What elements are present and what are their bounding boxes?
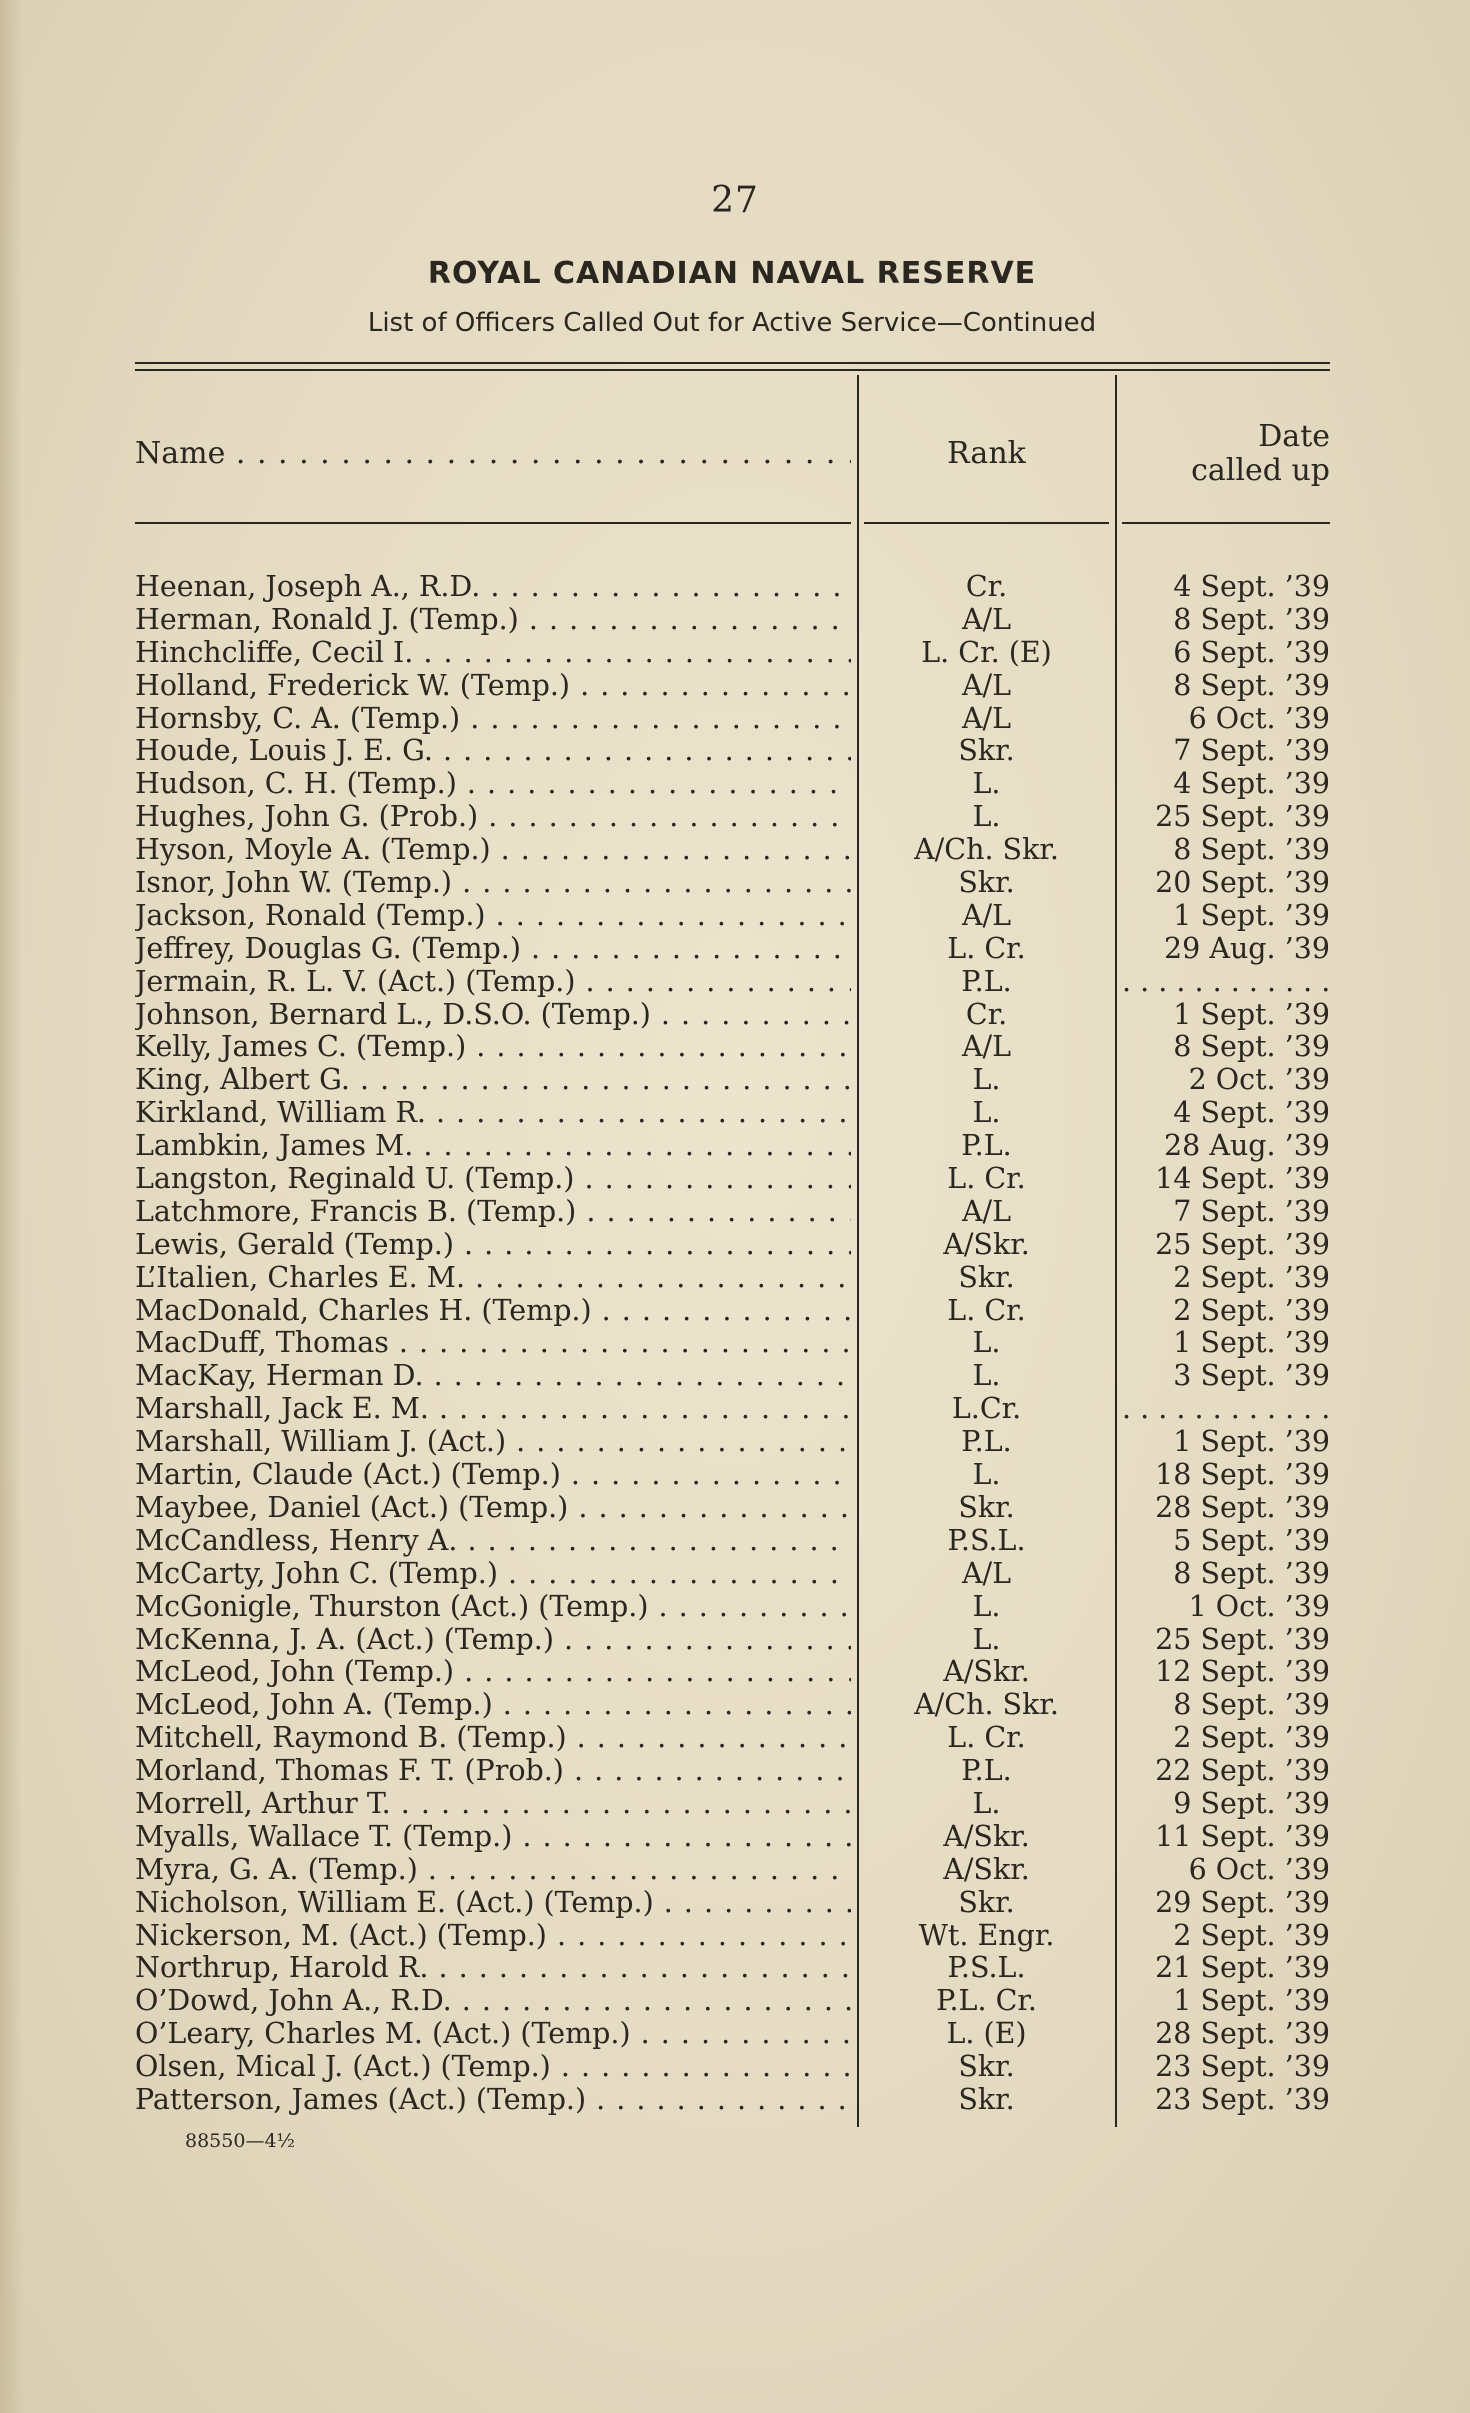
top-rule-double bbox=[135, 369, 1330, 371]
date-called-up: 7 Sept. ’39 bbox=[1173, 1194, 1330, 1228]
date-called-up: 2 Sept. ’39 bbox=[1173, 1293, 1330, 1327]
officer-rank: A/L bbox=[961, 1556, 1012, 1590]
officer-rank: L. bbox=[972, 1589, 1001, 1623]
table-row bbox=[0, 1624, 1470, 1657]
table-row bbox=[0, 1262, 1470, 1295]
officer-rank: L. bbox=[972, 1096, 1001, 1130]
officer-name: Herman, Ronald J. (Temp.) . . . bbox=[135, 604, 851, 637]
officer-name: Morrell, Arthur T. . . . bbox=[135, 1788, 851, 1821]
officer-rank: L. bbox=[972, 767, 1001, 801]
table-row bbox=[0, 1426, 1470, 1459]
officer-rank: A/L bbox=[961, 602, 1012, 636]
officer-name: Kirkland, William R. . . . bbox=[135, 1097, 851, 1130]
date-called-up: 1 Sept. ’39 bbox=[1173, 1425, 1330, 1459]
officer-rank: L. Cr. (E) bbox=[921, 635, 1052, 669]
officer-name: Nickerson, M. (Act.) (Temp.) . . . bbox=[135, 1920, 851, 1953]
date-called-up: 2 Oct. ’39 bbox=[1188, 1063, 1330, 1097]
date-called-up: 28 Aug. ’39 bbox=[1164, 1129, 1330, 1163]
officer-rank: P.L. bbox=[961, 1129, 1012, 1163]
officer-rank: P.S.L. bbox=[947, 1523, 1026, 1557]
officer-rank: L. Cr. bbox=[947, 931, 1026, 965]
officer-name: Martin, Claude (Act.) (Temp.) . . . bbox=[135, 1459, 851, 1492]
table-row bbox=[0, 966, 1470, 999]
page-number: 27 bbox=[711, 180, 759, 221]
officer-name: Olsen, Mical J. (Act.) (Temp.) . . . bbox=[135, 2051, 851, 2084]
officer-name: Hornsby, C. A. (Temp.) . . . bbox=[135, 703, 851, 736]
officer-rank: L. bbox=[972, 1326, 1001, 1360]
page-subtitle: List of Officers Called Out for Active Service—Continued bbox=[367, 308, 1097, 338]
officer-name: Langston, Reginald U. (Temp.) . . . bbox=[135, 1163, 851, 1196]
date-called-up: 23 Sept. ’39 bbox=[1155, 2050, 1330, 2084]
officer-rank: L. bbox=[972, 1359, 1001, 1393]
column-header-name: Name . . . bbox=[135, 437, 851, 471]
table-row bbox=[0, 2084, 1470, 2117]
officer-rank: Cr. bbox=[965, 570, 1008, 603]
date-called-up: 4 Sept. ’39 bbox=[1173, 570, 1330, 603]
column-header-date bbox=[1122, 420, 1330, 488]
date-called-up: 12 Sept. ’39 bbox=[1155, 1655, 1330, 1689]
date-called-up: 21 Sept. ’39 bbox=[1155, 1951, 1330, 1985]
officer-name: McLeod, John (Temp.) . . . bbox=[135, 1656, 851, 1689]
date-called-up: 9 Sept. ’39 bbox=[1173, 1786, 1330, 1820]
officer-name: Kelly, James C. (Temp.) . . . bbox=[135, 1031, 851, 1064]
table-row bbox=[0, 2018, 1470, 2051]
date-called-up: 7 Sept. ’39 bbox=[1173, 734, 1330, 768]
table-row bbox=[0, 801, 1470, 834]
date-called-up: 6 Oct. ’39 bbox=[1188, 1852, 1330, 1886]
date-called-up: 28 Sept. ’39 bbox=[1155, 1490, 1330, 1524]
date-called-up: 8 Sept. ’39 bbox=[1173, 668, 1330, 702]
table-row bbox=[0, 1064, 1470, 1097]
officer-name: Maybee, Daniel (Act.) (Temp.) . . . bbox=[135, 1492, 851, 1525]
officer-rank: P.L. Cr. bbox=[936, 1984, 1037, 2018]
officer-name: O’Dowd, John A., R.D. . . . bbox=[135, 1985, 851, 2018]
table-row bbox=[0, 1821, 1470, 1854]
table-row bbox=[0, 1656, 1470, 1689]
officer-name: Lambkin, James M. . . . bbox=[135, 1130, 851, 1163]
officer-rank: A/L bbox=[961, 1030, 1012, 1064]
officer-rank: L. Cr. bbox=[947, 1721, 1026, 1755]
officer-rank: A/Ch. Skr. bbox=[914, 1688, 1059, 1722]
date-called-up: 6 Sept. ’39 bbox=[1173, 635, 1330, 669]
officer-name: Marshall, William J. (Act.) . . . bbox=[135, 1426, 851, 1459]
date-called-up: 4 Sept. ’39 bbox=[1173, 767, 1330, 801]
table-row bbox=[0, 867, 1470, 900]
officer-name: Jackson, Ronald (Temp.) . . . bbox=[135, 900, 851, 933]
officer-name: Heenan, Joseph A., R.D. . . . bbox=[135, 571, 851, 604]
officer-rank: A/Ch. Skr. bbox=[914, 833, 1059, 867]
officer-name: MacKay, Herman D. . . . bbox=[135, 1360, 851, 1393]
officer-name: Jeffrey, Douglas G. (Temp.) . . . bbox=[135, 933, 851, 966]
officer-name: McKenna, J. A. (Act.) (Temp.) . . . bbox=[135, 1624, 851, 1657]
table-row bbox=[0, 1722, 1470, 1755]
date-called-up: 8 Sept. ’39 bbox=[1173, 1688, 1330, 1722]
officer-name: Houde, Louis J. E. G. . . . bbox=[135, 735, 851, 768]
table-row bbox=[0, 900, 1470, 933]
date-called-up: 2 Sept. ’39 bbox=[1173, 1721, 1330, 1755]
officer-name: MacDonald, Charles H. (Temp.) . . . bbox=[135, 1295, 851, 1328]
officer-rank: Skr. bbox=[958, 2082, 1015, 2116]
date-called-up: 2 Sept. ’39 bbox=[1173, 1260, 1330, 1294]
date-called-up: 1 Oct. ’39 bbox=[1188, 1589, 1330, 1623]
table-row bbox=[0, 1097, 1470, 1130]
date-called-up: 20 Sept. ’39 bbox=[1155, 866, 1330, 900]
column-header-date-line1: Date bbox=[1258, 419, 1330, 454]
table-row bbox=[0, 670, 1470, 703]
officer-rank: Skr. bbox=[958, 1490, 1015, 1524]
table-row bbox=[0, 1327, 1470, 1360]
officer-rank: L. bbox=[972, 1622, 1001, 1656]
date-called-up: 18 Sept. ’39 bbox=[1155, 1458, 1330, 1492]
column-header-date-line2: called up bbox=[1191, 453, 1330, 488]
page-title: ROYAL CANADIAN NAVAL RESERVE bbox=[427, 256, 1037, 291]
table-row bbox=[0, 1130, 1470, 1163]
officer-name: McCarty, John C. (Temp.) . . . bbox=[135, 1558, 851, 1591]
officer-rank: L.Cr. bbox=[951, 1392, 1022, 1426]
table-row bbox=[0, 1196, 1470, 1229]
table-row bbox=[0, 604, 1470, 637]
date-called-up: 25 Sept. ’39 bbox=[1155, 800, 1330, 834]
officer-name: Mitchell, Raymond B. (Temp.) . . . bbox=[135, 1722, 851, 1755]
officer-name: Isnor, John W. (Temp.) . . . bbox=[135, 867, 851, 900]
table-row bbox=[0, 1920, 1470, 1953]
table-row bbox=[0, 1229, 1470, 1262]
table-row bbox=[0, 1788, 1470, 1821]
date-called-up: 25 Sept. ’39 bbox=[1155, 1227, 1330, 1261]
officer-rank: Wt. Engr. bbox=[918, 1918, 1055, 1952]
officer-name: McLeod, John A. (Temp.) . . . bbox=[135, 1689, 851, 1722]
officer-name: Johnson, Bernard L., D.S.O. (Temp.) . . . bbox=[135, 999, 851, 1032]
date-called-up: 8 Sept. ’39 bbox=[1173, 1556, 1330, 1590]
officer-rank: A/Skr. bbox=[943, 1655, 1030, 1689]
officer-name: Myalls, Wallace T. (Temp.) . . . bbox=[135, 1821, 851, 1854]
officer-rank: L. bbox=[972, 800, 1001, 834]
table-row bbox=[0, 1360, 1470, 1393]
table-row bbox=[0, 1031, 1470, 1064]
officer-name: MacDuff, Thomas . . . bbox=[135, 1327, 851, 1360]
officer-rank: L. (E) bbox=[946, 2017, 1027, 2051]
date-called-up: . . . . . . . . . . . . bbox=[1122, 1392, 1331, 1426]
officer-name: McCandless, Henry A. . . . bbox=[135, 1525, 851, 1558]
date-called-up: 8 Sept. ’39 bbox=[1173, 833, 1330, 867]
officer-rank: P.L. bbox=[961, 1425, 1012, 1459]
table-row bbox=[0, 1755, 1470, 1788]
officer-name: Holland, Frederick W. (Temp.) . . . bbox=[135, 670, 851, 703]
officer-rank: A/L bbox=[961, 701, 1012, 735]
table-row bbox=[0, 637, 1470, 670]
table-row bbox=[0, 768, 1470, 801]
table-row bbox=[0, 1163, 1470, 1196]
officer-rank: P.L. bbox=[961, 1754, 1012, 1788]
officer-name: Hudson, C. H. (Temp.) . . . bbox=[135, 768, 851, 801]
officer-rank: A/Skr. bbox=[943, 1227, 1030, 1261]
date-called-up: 1 Sept. ’39 bbox=[1173, 1984, 1330, 2018]
header-rule-name bbox=[135, 522, 851, 524]
officer-rank: L. bbox=[972, 1786, 1001, 1820]
date-called-up: 14 Sept. ’39 bbox=[1155, 1162, 1330, 1196]
officer-name: Myra, G. A. (Temp.) . . . bbox=[135, 1854, 851, 1887]
header-rule-rank bbox=[864, 522, 1109, 524]
officer-rank: A/Skr. bbox=[943, 1852, 1030, 1886]
date-called-up: . . . . . . . . . . . . bbox=[1122, 964, 1331, 998]
date-called-up: 22 Sept. ’39 bbox=[1155, 1754, 1330, 1788]
officer-rank: A/L bbox=[961, 1194, 1012, 1228]
date-called-up: 28 Sept. ’39 bbox=[1155, 2017, 1330, 2051]
officer-rank: A/L bbox=[961, 898, 1012, 932]
officer-name: Northrup, Harold R. . . . bbox=[135, 1952, 851, 1985]
officer-name: Hinchcliffe, Cecil I. . . . bbox=[135, 637, 851, 670]
officer-name: Lewis, Gerald (Temp.) . . . bbox=[135, 1229, 851, 1262]
officer-rank: Cr. bbox=[965, 997, 1008, 1031]
table-row bbox=[0, 1525, 1470, 1558]
table-row bbox=[0, 1887, 1470, 1920]
officer-name: L’Italien, Charles E. M. . . . bbox=[135, 1262, 851, 1295]
officer-name: McGonigle, Thurston (Act.) (Temp.) . . . bbox=[135, 1591, 851, 1624]
table-row bbox=[0, 2051, 1470, 2084]
table-row bbox=[0, 735, 1470, 768]
print-code: 88550—4½ bbox=[185, 2130, 295, 2152]
date-called-up: 8 Sept. ’39 bbox=[1173, 602, 1330, 636]
date-called-up: 29 Sept. ’39 bbox=[1155, 1885, 1330, 1919]
column-header-rank: Rank bbox=[947, 436, 1026, 471]
date-called-up: 5 Sept. ’39 bbox=[1173, 1523, 1330, 1557]
officer-rank: L. Cr. bbox=[947, 1293, 1026, 1327]
officer-rank: L. bbox=[972, 1063, 1001, 1097]
table-row bbox=[0, 1689, 1470, 1722]
date-called-up: 25 Sept. ’39 bbox=[1155, 1622, 1330, 1656]
date-called-up: 3 Sept. ’39 bbox=[1173, 1359, 1330, 1393]
officer-rank: Skr. bbox=[958, 734, 1015, 768]
table-row bbox=[0, 1952, 1470, 1985]
date-called-up: 29 Aug. ’39 bbox=[1164, 931, 1330, 965]
date-called-up: 23 Sept. ’39 bbox=[1155, 2082, 1330, 2116]
officer-rank: P.S.L. bbox=[947, 1951, 1026, 1985]
table-row bbox=[0, 1591, 1470, 1624]
table-row bbox=[0, 1854, 1470, 1887]
officer-rank: L. bbox=[972, 1458, 1001, 1492]
date-called-up: 11 Sept. ’39 bbox=[1155, 1819, 1330, 1853]
table-row bbox=[0, 1985, 1470, 2018]
officer-rank: Skr. bbox=[958, 1260, 1015, 1294]
officer-rank: Skr. bbox=[958, 866, 1015, 900]
officer-name: Nicholson, William E. (Act.) (Temp.) . . . bbox=[135, 1887, 851, 1920]
table-row bbox=[0, 999, 1470, 1032]
officer-name: Patterson, James (Act.) (Temp.) . . . bbox=[135, 2084, 851, 2117]
table-row bbox=[0, 571, 1470, 604]
date-called-up: 1 Sept. ’39 bbox=[1173, 997, 1330, 1031]
table-row bbox=[0, 1393, 1470, 1426]
date-called-up: 1 Sept. ’39 bbox=[1173, 1326, 1330, 1360]
officer-name: Hughes, John G. (Prob.) . . . bbox=[135, 801, 851, 834]
officer-name: Jermain, R. L. V. (Act.) (Temp.) . . . bbox=[135, 966, 851, 999]
officer-name: O’Leary, Charles M. (Act.) (Temp.) . . . bbox=[135, 2018, 851, 2051]
table-row bbox=[0, 834, 1470, 867]
officer-rank: A/L bbox=[961, 668, 1012, 702]
date-called-up: 6 Oct. ’39 bbox=[1188, 701, 1330, 735]
officer-name: Latchmore, Francis B. (Temp.) . . . bbox=[135, 1196, 851, 1229]
header-rule-date bbox=[1122, 522, 1330, 524]
table-row bbox=[0, 933, 1470, 966]
table-row bbox=[0, 703, 1470, 736]
table-row bbox=[0, 1459, 1470, 1492]
officer-rank: L. Cr. bbox=[947, 1162, 1026, 1196]
date-called-up: 4 Sept. ’39 bbox=[1173, 1096, 1330, 1130]
officer-name: Morland, Thomas F. T. (Prob.) . . . bbox=[135, 1755, 851, 1788]
table-row bbox=[0, 1558, 1470, 1591]
officer-name: King, Albert G. . . . bbox=[135, 1064, 851, 1097]
date-called-up: 8 Sept. ’39 bbox=[1173, 1030, 1330, 1064]
officer-name: Hyson, Moyle A. (Temp.) . . . bbox=[135, 834, 851, 867]
date-called-up: 2 Sept. ’39 bbox=[1173, 1918, 1330, 1952]
officer-rank: Skr. bbox=[958, 1885, 1015, 1919]
officer-rank: Skr. bbox=[958, 2050, 1015, 2084]
top-rule bbox=[135, 362, 1330, 364]
date-called-up: 1 Sept. ’39 bbox=[1173, 898, 1330, 932]
officer-name: Marshall, Jack E. M. . . . bbox=[135, 1393, 851, 1426]
officer-table bbox=[0, 571, 1470, 2117]
officer-rank: A/Skr. bbox=[943, 1819, 1030, 1853]
table-row bbox=[0, 1492, 1470, 1525]
officer-rank: P.L. bbox=[961, 964, 1012, 998]
table-row bbox=[0, 1295, 1470, 1328]
